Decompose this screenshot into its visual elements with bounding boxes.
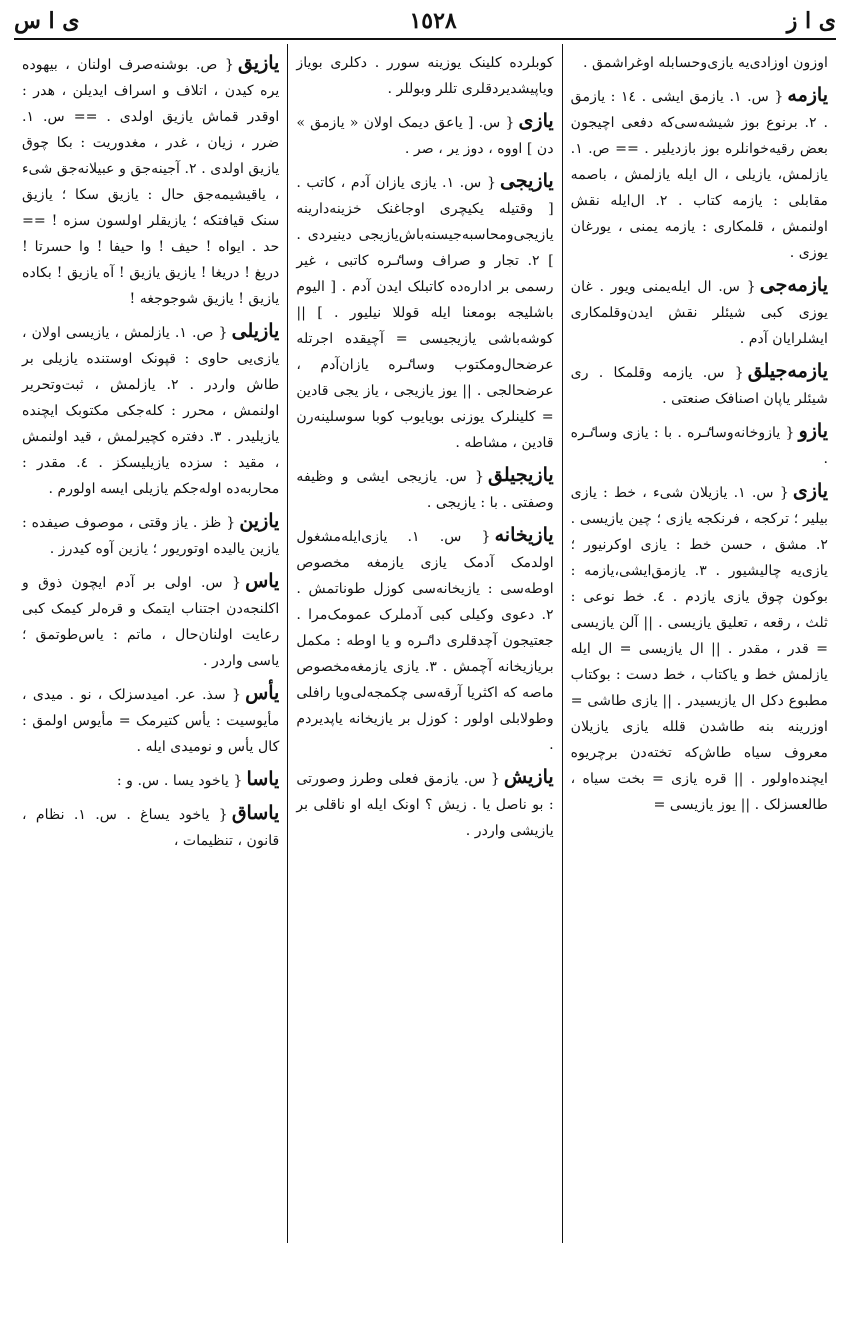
entry-headword: یاساق	[231, 802, 280, 824]
entry-definition: { س. اولی بر آدم ایچون ذوق و اکلنجه‌دن اجتناب ایتمک و قره‌لر کیمک کبی رعایت اولنان‌حال ، ماتم : یاس‌طوتمق ؛ یاسی واردر .	[22, 575, 280, 669]
dictionary-entry	[22, 318, 279, 502]
entry-headword: یاسا	[246, 768, 280, 790]
entry-headword: یازیش	[503, 766, 554, 788]
entry-headword: یازیجی	[500, 170, 554, 192]
entry-definition: اوزون اوزادی‌یه یازی‌وحسابله اوغراشمق .	[582, 55, 828, 71]
entry-definition: { س. یازیجی ایشی و وظیفه وصفتی . با : یازیجی .	[296, 469, 554, 511]
entry-definition: { یاخود یساغ . س. ١. نظام ، قانون ، تنظیمات ،	[22, 807, 280, 849]
entry-definition: { س. [ یاعق دیمک اولان « یازمق » دن ] اووه ، دوز یر ، صر .	[296, 115, 554, 157]
entry-definition: { یازوخانه‌وساٸره . با : یازی وساٸره .	[570, 425, 828, 467]
entry-headword: یازیق	[237, 52, 280, 74]
entry-headword: یازیخانه	[494, 524, 554, 546]
dictionary-entry	[296, 462, 553, 516]
column-middle	[288, 44, 562, 1243]
dictionary-entry	[571, 272, 828, 352]
entry-headword: یازیجیلق	[487, 464, 554, 486]
entry-definition: { س. یازمه وقلمکا . ری شیئلر یاپان اصنافک صنعتی .	[570, 365, 828, 407]
entry-definition: { س. ١. یازیلان شی‌ء ، خط : یازی بیلیر ؛ ترکجه ، فرنکجه یازی ؛ چین یازیسی . ٢. مشق ، حسن خط : یازی اوکرنیور ؛ یازی‌یه چالیشیور . ٣. یازمق‌ایشی،یازمه : بوکون چوق یازی یازدم . ٤. خط نوعی : ثلث ، رقعه ، تعلیق یازیسی . || آلن یازیسی = قدر ، مقدر . || ال یازیسی = ال ایله یازلمش خط و یاکتاب ، خط دست : بوکتاب مطبوع دکل ال یازیسیدر . || یازی طاشی = اوزرینه بنه طاشدن قلله یازی یازیلان معروف سیاه طاش‌که تخته‌دن برچریوه ایچنده‌اولور . || قره یازی = بخت سیاه ، طالعسزلک . || یوز یازیسی =	[570, 485, 829, 813]
entry-headword: یازین	[239, 510, 280, 532]
entry-definition: { ظز . یاز وقتی ، موصوف صیفده : یازین یالیده اوتوریور ؛ یازین آوه کیدرز .	[22, 515, 280, 557]
dictionary-columns	[14, 44, 836, 1243]
dictionary-entry	[22, 50, 279, 312]
entry-definition: { س. ١. یازی‌ایله‌مشغول اولدمک آدمک یازی یازمغه مخصوص اوطه‌سی : یازیخانه‌سی کوزل طوناتمش . ٢. دعوی وکیلی کبی آدملرک عمومک‌مرا . جعتیجون آچدقلری داٸره و یا اوطه : مکمل بریازیخانه آچمش . ٣. یازی یازمغه‌مخصوص ماصه که اکثریا آرقه‌سی چکمجه‌لی‌ویا رافلی وطولابلی اولور : کوزل بر یازیخانه یاپدیردم .	[296, 529, 554, 753]
dictionary-entry	[22, 766, 279, 794]
header-left-guide: ی ا س	[14, 8, 80, 34]
entry-definition: { س. یازمق فعلی وطرز وصورتی : بو ناصل یا . زیش ؟ اونک ایله او ناقلی بر یازیشی واردر .	[296, 771, 554, 839]
dictionary-entry	[296, 522, 553, 758]
dictionary-entry	[296, 50, 553, 102]
dictionary-entry	[571, 478, 828, 818]
header-rule	[14, 38, 836, 40]
dictionary-entry	[22, 800, 279, 854]
entry-definition: کوبلرده کلینک یوزینه سورر . دکلری بویاز ویاپیشدیردقلری تللر وبوللر .	[296, 55, 554, 97]
column-right	[563, 44, 836, 1243]
entry-definition: { س. ١. یازی یازان آدم ، کاتب . [ وقتیله یکیچری اوجاغنک خزینه‌دارینه یازیجی‌ومحاسبه‌جیسنه‌باش‌یازیجی دینیردی . ] ٢. تجار و صراف وساٸره کاتبی ، غیر رسمی بر اداره‌ده کاتبلک ایدن آدم . [ الیوم باشلیجه بومعنا ایله قوللا نیلیور . ] || کوشه‌باشی یازیجیسی = آچیقده اجرتله عرضحال‌ومکتوب وساٸره یازان‌آدم ، عرضحالجی . || یوز یازیجی ، یاز یجی قادین = کلینلرک یوزنی بویایوب کوبا سوسلینه‌رن قادین ، مشاطه .	[296, 175, 554, 451]
entry-headword: یازمه‌جیلق	[747, 360, 828, 382]
entry-headword: یازمه‌جی	[759, 274, 828, 296]
entry-definition: { س. ال ایله‌یمنی ویور . غان یوزی کبی شیئلر نقش ایدن‌وقلمکاری ایشلرایان آدم .	[570, 279, 828, 347]
dictionary-entry	[571, 50, 828, 76]
entry-headword: یاس	[245, 570, 280, 592]
entry-headword: یازی	[518, 110, 554, 132]
entry-headword: یازیلی	[231, 320, 280, 342]
dictionary-entry	[22, 508, 279, 562]
entry-definition: { سذ. عر. امیدسزلک ، نو . میدی ، مأیوسیت : یأس کتیرمک = مأیوس اولمق : کال یأس و نومیدی ایله .	[22, 687, 280, 755]
dictionary-entry	[22, 680, 279, 760]
entry-headword: یازی	[792, 480, 829, 502]
dictionary-entry	[22, 568, 279, 674]
entry-definition: { یاخود یسا . س. و :	[116, 773, 243, 789]
dictionary-entry	[296, 764, 553, 844]
entry-definition: { س. ١. یازمق ایشی . ١٤ : یازمق . ٢. برنوع بوز شیشه‌سی‌که دفعی اچیجون بعض رقیه‌خوانلره بوز بازدیلیر . == ص. ١. یازلمش، یازیلی ، ال ایله یازلمش ، باصمه مقابلی : یازمه کتاب . ٢. ال‌ایله نقش اولنمش ، قلمکاری : یازمه یمنی ، یورغان یوزی .	[570, 89, 829, 261]
page-number: ١٥٢٨	[409, 8, 457, 34]
entry-definition: { ص. ١. یازلمش ، یازیسی اولان ، یازی‌یی حاوی : قپونک اوستنده یازیلی بر طاش واردر . ٢. یازلمش ، ثبت‌وتحریر اولنمش ، محرر : کله‌جکی مکتوبک ایچنده یازیلیدر . ٣. دفتره کچیرلمش ، قید اولنمش ، مقید : سزده یازیلیسکز . ٤. مقدر : محاربه‌ده اوله‌جکم یازیلی ایسه اولورم .	[22, 325, 280, 497]
dictionary-entry	[296, 168, 553, 456]
dictionary-entry	[571, 358, 828, 412]
header-right-guide: ی ا ز	[786, 8, 836, 34]
column-left	[14, 44, 288, 1243]
entry-headword: یأس	[245, 682, 280, 704]
entry-headword: یازو	[798, 420, 828, 442]
entry-definition: { ص. بوشنه‌صرف اولنان ، بیهوده یره کیدن ، اتلاف و اسراف ایدیلن ، هدر : اوقدر قماش یازیق اولدی . == س. ١. ضرر ، زیان ، غدر ، مغدوریت : بکا چوق یازیق اولدی . ٢. آجینه‌جق و عبیلانه‌جق شی‌ء ، یاقیشیمه‌جق حال : یازیق سکا ؛ یازیق سنک قیافتکه ؛ یازیقلر اولسون سزه ! == حد . ایواه ! حیف ! وا حیفا ! وا حسرتا ! دریغ ! دریغا ! یازیق یازیق ! آه یازیق ! بکاده یازیق ! یازیق شوجوجغه !	[22, 57, 280, 307]
dictionary-entry	[571, 82, 828, 266]
entry-headword: یازمه	[787, 84, 829, 106]
dictionary-entry	[571, 418, 828, 472]
dictionary-entry	[296, 108, 553, 162]
page-header	[14, 6, 836, 36]
